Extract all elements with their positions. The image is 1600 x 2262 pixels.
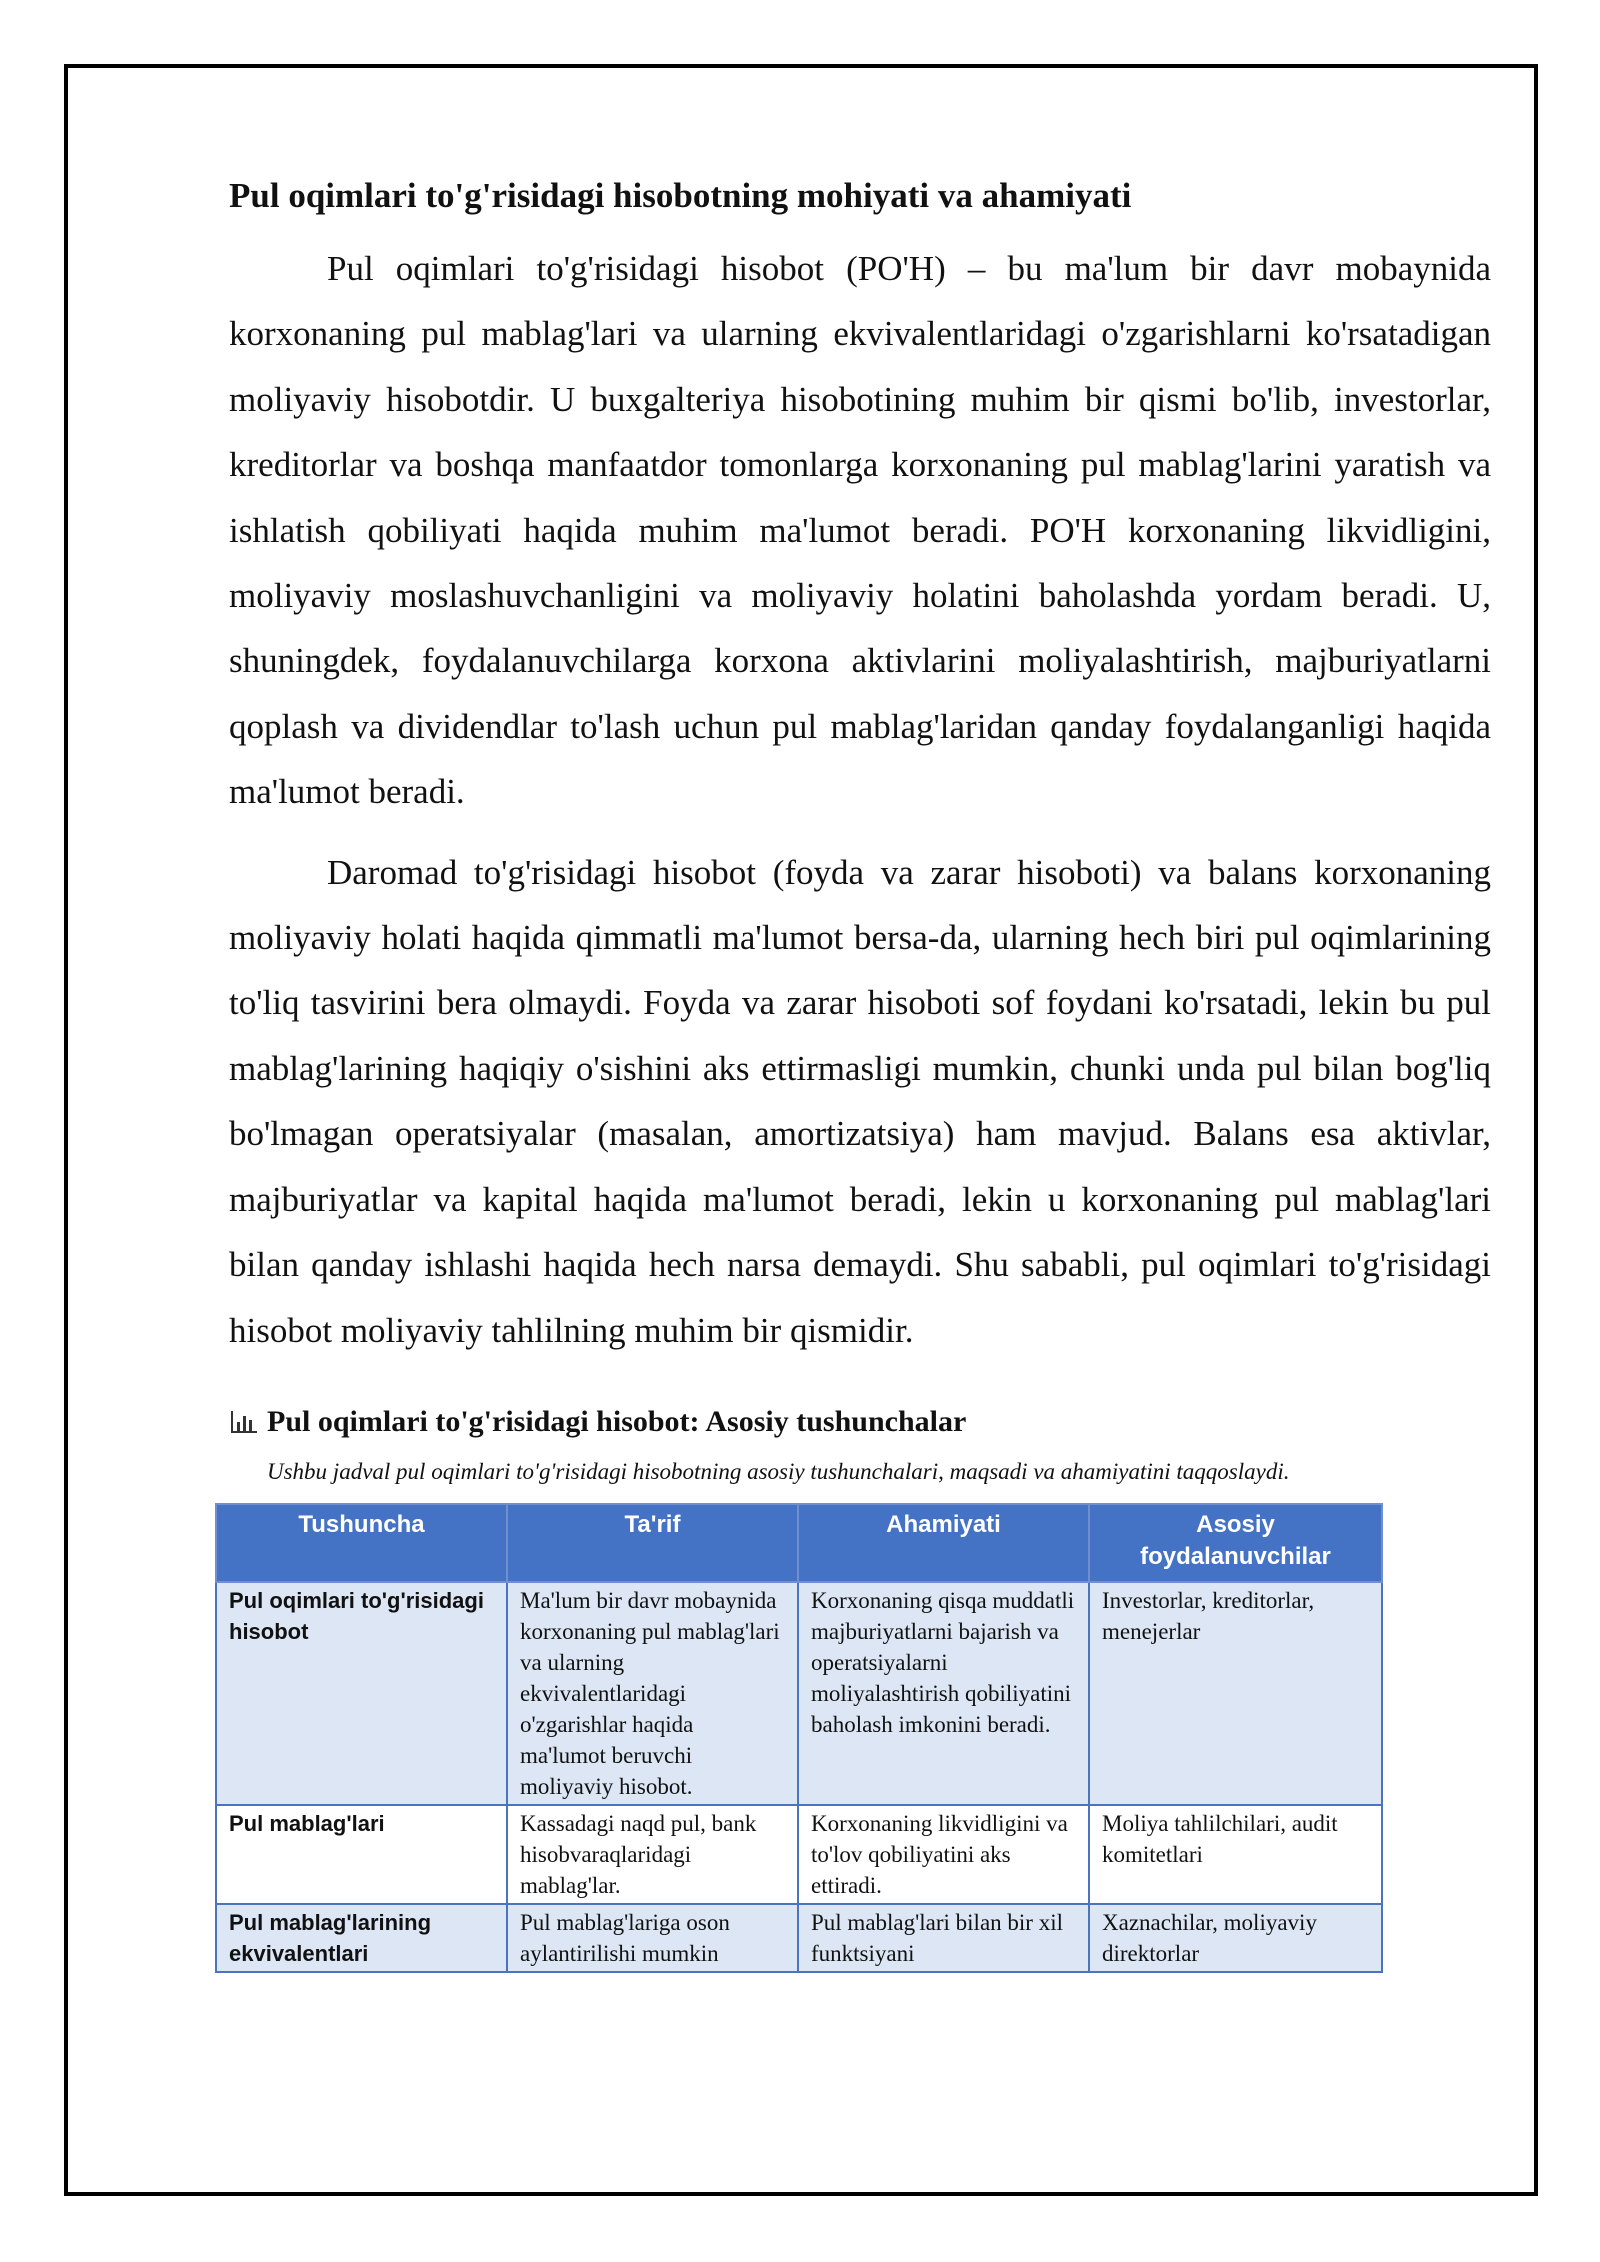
bar-chart-icon (229, 1409, 259, 1435)
table-title (229, 1405, 1491, 1439)
table-cell: Investorlar, kreditorlar, menejerlar (1089, 1582, 1382, 1805)
table-cell: Kassadagi naqd pul, bank hisobvaraqlaridagi mablag'lar. (507, 1805, 798, 1904)
table-caption: Ushbu jadval pul oqimlari to'g'risidagi hisobotning asosiy tushunchalari, maqsadi va ahamiyatini taqqoslaydi. (267, 1458, 1290, 1484)
section-heading: Pul oqimlari to'g'risidagi hisobotning mohiyati va ahamiyati (229, 176, 1132, 215)
column-header: Ta'rif (507, 1504, 798, 1582)
table-title-text: Pul oqimlari to'g'risidagi hisobot: Asosiy tushunchalar (267, 1404, 967, 1438)
column-header: Tushuncha (216, 1504, 507, 1582)
paragraph-1: Pul oqimlari to'g'risidagi hisobot (PO'H) – bu ma'lum bir davr mobaynida korxonaning pul mablag'lari va ularning ekvivalentlaridagi o'zgarishlarni ko'rsatadigan moliyaviy hisobotdir. U buxgalteriya hisobotining muhim bir qismi bo'lib, investorlar, kreditorlar va boshqa manfaatdor tomonlarga korxonaning pul mablag'larini yaratish va ishlatish qobiliyati haqida muhim ma'lumot beradi. PO'H korxonaning likvidligini, moliyaviy moslashuvchanligini va moliyaviy holatini baholashda yordam beradi. U, shuningdek, foydalanuvchilarga korxona aktivlarini moliyalashtirish, majburiyatlarni qoplash va dividendlar to'lash uchun pul mablag'laridan qanday foydalanganligi haqida ma'lumot beradi. (229, 249, 1491, 812)
concepts-table (215, 1503, 1383, 1973)
table-cell: Pul mablag'lari (216, 1805, 507, 1904)
table-cell: Moliya tahlilchilari, audit komitetlari (1089, 1805, 1382, 1904)
table-cell: Pul mablag'larining ekvivalentlari (216, 1904, 507, 1972)
table-cell: Korxonaning qisqa muddatli majburiyatlarni bajarish va operatsiyalarni moliyalashtirish qobiliyatini baholash imkonini beradi. (798, 1582, 1089, 1805)
paragraph-2: Daromad to'g'risidagi hisobot (foyda va zarar hisoboti) va balans korxonaning moliyaviy holati haqida qimmatli ma'lumot bersa-da, ularning hech biri pul oqimlarining to'liq tasvirini bera olmaydi. Foyda va zarar hisoboti sof foydani ko'rsatadi, lekin bu pul mablag'larining haqiqiy o'sishini aks ettirmasligi mumkin, chunki unda pul bilan bog'liq bo'lmagan operatsiyalar (masalan, amortizatsiya) ham mavjud. Balans esa aktivlar, majburiyatlar va kapital haqida ma'lumot beradi, lekin u korxonaning pul mablag'lari bilan qanday ishlashi haqida hech narsa demaydi. Shu sababli, pul oqimlari to'g'risidagi hisobot moliyaviy tahlilning muhim bir qismidir. (229, 852, 1491, 1350)
column-header: Asosiy foydalanuvchilar (1089, 1504, 1382, 1582)
table-cell: Pul mablag'lari bilan bir xil funktsiyani (798, 1904, 1089, 1972)
table-row (216, 1582, 1382, 1805)
table-cell: Pul oqimlari to'g'risidagi hisobot (216, 1582, 507, 1805)
table-cell: Ma'lum bir davr mobaynida korxonaning pul mablag'lari va ularning ekvivalentlaridagi o'zgarishlar haqida ma'lumot beruvchi moliyaviy hisobot. (507, 1582, 798, 1805)
column-header: Ahamiyati (798, 1504, 1089, 1582)
document-content (229, 170, 1491, 1973)
table-cell: Xaznachilar, moliyaviy direktorlar (1089, 1904, 1382, 1972)
table-row (216, 1805, 1382, 1904)
table-header-row (216, 1504, 1382, 1582)
table-cell: Pul mablag'lariga oson aylantirilishi mumkin (507, 1904, 798, 1972)
table-cell: Korxonaning likvidligini va to'lov qobiliyatini aks ettiradi. (798, 1805, 1089, 1904)
table-row (216, 1904, 1382, 1972)
